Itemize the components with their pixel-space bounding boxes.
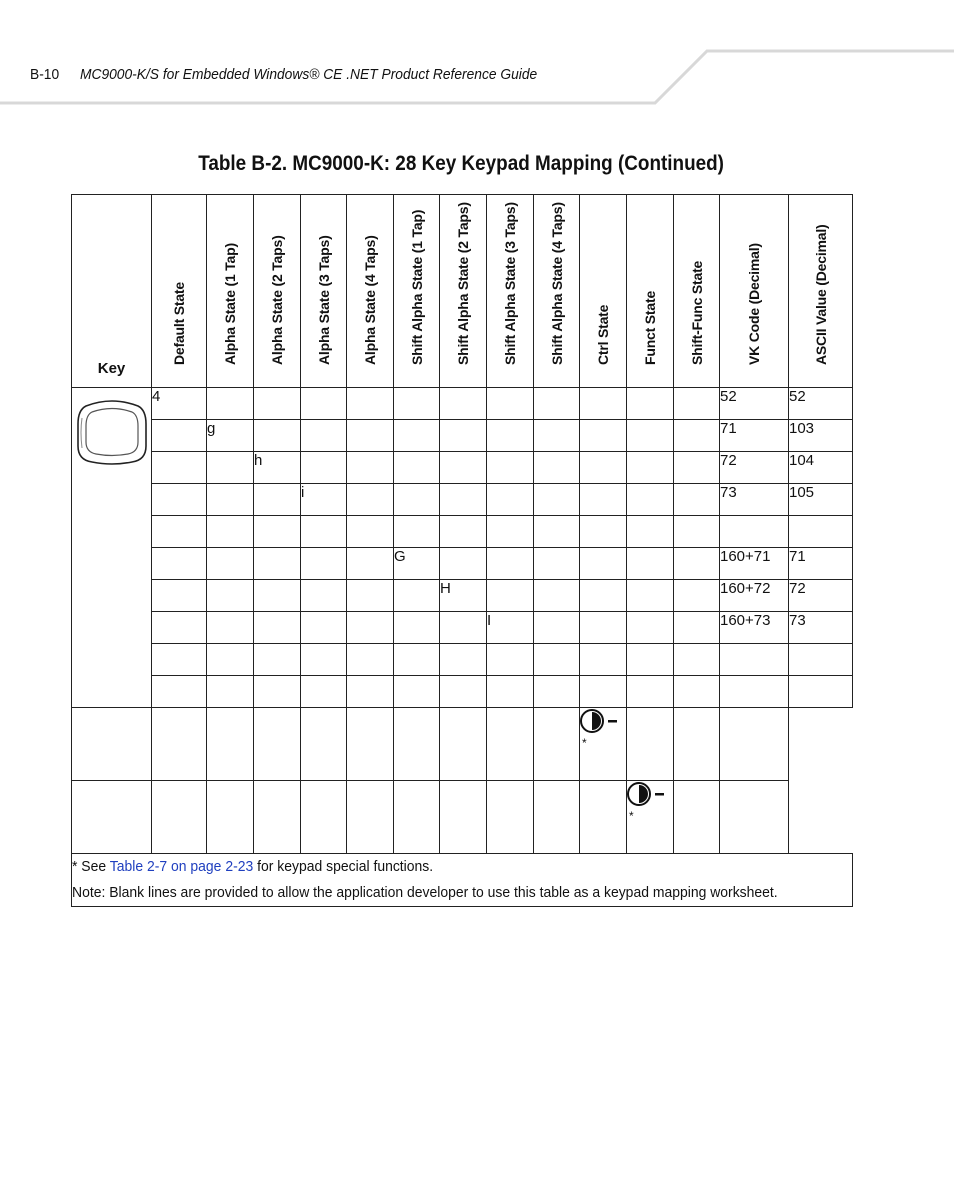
cell-shift2 <box>440 388 487 420</box>
cell-shift4 <box>534 452 580 484</box>
cell-shift4 <box>534 388 580 420</box>
table-body <box>72 388 853 708</box>
shiftfunc-special-cell <box>627 781 674 854</box>
cell-alpha1 <box>207 516 254 548</box>
cell-shift2: H <box>440 580 487 612</box>
cell-default <box>152 612 207 644</box>
cell-shiftfunc <box>674 516 720 548</box>
cell-alpha4 <box>347 452 394 484</box>
cell-shift3 <box>487 516 534 548</box>
cell-shift1 <box>394 388 440 420</box>
cell-alpha2 <box>254 580 301 612</box>
cell-shift2 <box>440 484 487 516</box>
cell-shift4 <box>534 548 580 580</box>
table-row <box>72 388 853 420</box>
cell-shift1 <box>394 420 440 452</box>
cell-shift4 <box>534 420 580 452</box>
cell-ctrl <box>580 580 627 612</box>
table-row <box>72 516 853 548</box>
cell-shift2 <box>440 420 487 452</box>
cell-ascii: 71 <box>789 548 853 580</box>
keypad-key-icon <box>76 398 148 466</box>
table-reference-link[interactable]: Table 2-7 on page 2-23 <box>109 858 254 875</box>
cell-default <box>152 420 207 452</box>
cell-alpha1 <box>207 644 254 676</box>
cell-alpha3 <box>301 516 347 548</box>
cell-shift1 <box>394 452 440 484</box>
table-notes <box>72 854 853 907</box>
cell-ctrl <box>580 644 627 676</box>
column-header-alpha4: Alpha State (4 Taps) <box>347 195 394 388</box>
cell-shift1 <box>394 484 440 516</box>
cell-alpha2 <box>254 644 301 676</box>
cell-shift3 <box>487 580 534 612</box>
cell-shift4 <box>534 644 580 676</box>
cell-alpha1 <box>207 484 254 516</box>
cell-shift3 <box>487 420 534 452</box>
cell-shiftfunc <box>674 484 720 516</box>
cell-alpha2 <box>254 484 301 516</box>
cell-alpha1: g <box>207 420 254 452</box>
cell-alpha4 <box>347 548 394 580</box>
cell-vk: 160+72 <box>720 580 789 612</box>
cell-ascii: 73 <box>789 612 853 644</box>
cell-shift1 <box>394 516 440 548</box>
cell-vk: 52 <box>720 388 789 420</box>
cell-ctrl <box>580 452 627 484</box>
cell-shiftfunc <box>674 388 720 420</box>
column-header-vk: VK Code (Decimal) <box>720 195 789 388</box>
cell-shift4 <box>534 676 580 708</box>
cell-default <box>152 644 207 676</box>
cell-alpha4 <box>347 388 394 420</box>
cell-alpha1 <box>207 388 254 420</box>
blank-lines-note: Note: Blank lines are provided to allow the application developer to use this table as a keypad mapping worksheet. <box>72 884 778 901</box>
cell-shift2 <box>440 676 487 708</box>
cell-vk: 160+71 <box>720 548 789 580</box>
cell-shift1 <box>394 676 440 708</box>
cell-ctrl <box>580 420 627 452</box>
cell-funct <box>627 420 674 452</box>
cell-alpha3 <box>301 452 347 484</box>
cell-shiftfunc <box>674 548 720 580</box>
cell-shiftfunc <box>674 644 720 676</box>
cell-alpha4 <box>347 676 394 708</box>
footnote-marker: * <box>582 736 587 750</box>
cell-ctrl <box>580 548 627 580</box>
cell-alpha2: h <box>254 452 301 484</box>
table-caption: Table B-2. MC9000-K: 28 Key Keypad Mapping (Continued) <box>198 152 724 175</box>
cell-default: 4 <box>152 388 207 420</box>
cell-shift4 <box>534 612 580 644</box>
column-header-ascii: ASCII Value (Decimal) <box>789 195 853 388</box>
cell-shift2 <box>440 644 487 676</box>
function-key-icon <box>627 781 667 807</box>
cell-alpha2 <box>254 388 301 420</box>
cell-vk: 72 <box>720 452 789 484</box>
cell-alpha4 <box>347 612 394 644</box>
cell-default <box>152 452 207 484</box>
cell-vk <box>720 644 789 676</box>
cell-alpha4 <box>347 644 394 676</box>
keypad-mapping-table <box>71 194 853 907</box>
table-row <box>72 676 853 708</box>
cell-funct <box>627 516 674 548</box>
table-row <box>72 708 853 781</box>
column-header-shift4: Shift Alpha State (4 Taps) <box>534 195 580 388</box>
cell-funct <box>627 484 674 516</box>
cell-default <box>152 484 207 516</box>
cell-alpha2 <box>254 548 301 580</box>
cell-alpha3 <box>301 612 347 644</box>
cell-funct <box>627 388 674 420</box>
cell-alpha2 <box>254 516 301 548</box>
cell-ascii: 52 <box>789 388 853 420</box>
page-number: B-10 <box>30 66 60 83</box>
cell-shift2 <box>440 516 487 548</box>
cell-vk <box>720 676 789 708</box>
cell-alpha3 <box>301 420 347 452</box>
table-row <box>72 644 853 676</box>
key-cell <box>72 388 152 708</box>
cell-shift3 <box>487 484 534 516</box>
column-header-alpha2: Alpha State (2 Taps) <box>254 195 301 388</box>
column-header-alpha3: Alpha State (3 Taps) <box>301 195 347 388</box>
table-row <box>72 548 853 580</box>
cell-shift1: G <box>394 548 440 580</box>
cell-alpha1 <box>207 548 254 580</box>
column-header-shift2: Shift Alpha State (2 Taps) <box>440 195 487 388</box>
table-row <box>72 580 853 612</box>
cell-shift1 <box>394 644 440 676</box>
cell-funct <box>627 580 674 612</box>
cell-funct <box>627 452 674 484</box>
column-header-default: Default State <box>152 195 207 388</box>
cell-funct <box>627 548 674 580</box>
cell-shift1 <box>394 580 440 612</box>
table-row <box>72 420 853 452</box>
cell-shift4 <box>534 580 580 612</box>
cell-shift3 <box>487 676 534 708</box>
cell-alpha4 <box>347 420 394 452</box>
funct-special-cell <box>580 708 627 781</box>
cell-alpha3 <box>301 676 347 708</box>
cell-ascii <box>789 644 853 676</box>
cell-alpha1 <box>207 452 254 484</box>
column-header-shift1: Shift Alpha State (1 Tap) <box>394 195 440 388</box>
cell-ascii <box>789 516 853 548</box>
cell-shiftfunc <box>674 612 720 644</box>
cell-shiftfunc <box>674 420 720 452</box>
document-title: MC9000-K/S for Embedded Windows® CE .NET Product Reference Guide <box>80 66 538 83</box>
cell-shift3 <box>487 452 534 484</box>
cell-alpha4 <box>347 580 394 612</box>
see-table-note: * See Table 2-7 on page 2-23 for keypad special functions. <box>72 858 434 875</box>
cell-default <box>152 580 207 612</box>
cell-default <box>152 516 207 548</box>
column-header-funct: Funct State <box>627 195 674 388</box>
table-header-row <box>72 195 853 388</box>
cell-default <box>152 676 207 708</box>
cell-ascii: 105 <box>789 484 853 516</box>
cell-shift1 <box>394 612 440 644</box>
cell-vk <box>720 516 789 548</box>
cell-alpha2 <box>254 676 301 708</box>
cell-alpha2 <box>254 420 301 452</box>
page-header-rule <box>0 0 954 110</box>
table-row <box>72 484 853 516</box>
table-row <box>72 612 853 644</box>
cell-alpha3: i <box>301 484 347 516</box>
cell-shift2 <box>440 548 487 580</box>
cell-ctrl <box>580 612 627 644</box>
cell-shift4 <box>534 484 580 516</box>
column-header-shiftfunc: Shift-Func State <box>674 195 720 388</box>
footnote-marker: * <box>629 809 634 823</box>
cell-alpha3 <box>301 548 347 580</box>
cell-shift2 <box>440 452 487 484</box>
cell-shift3 <box>487 644 534 676</box>
cell-funct <box>627 612 674 644</box>
cell-vk: 71 <box>720 420 789 452</box>
column-header-key: Key <box>72 195 152 388</box>
cell-ascii: 72 <box>789 580 853 612</box>
cell-alpha1 <box>207 612 254 644</box>
cell-alpha4 <box>347 484 394 516</box>
cell-alpha3 <box>301 580 347 612</box>
table-notes-row <box>72 854 853 907</box>
cell-shift3 <box>487 388 534 420</box>
cell-shift2 <box>440 612 487 644</box>
cell-default <box>152 548 207 580</box>
cell-shiftfunc <box>674 580 720 612</box>
cell-alpha3 <box>301 644 347 676</box>
cell-alpha1 <box>207 676 254 708</box>
cell-shiftfunc <box>674 676 720 708</box>
cell-ctrl <box>580 676 627 708</box>
function-key-icon <box>580 708 620 734</box>
column-header-alpha1: Alpha State (1 Tap) <box>207 195 254 388</box>
cell-ctrl <box>580 516 627 548</box>
cell-ctrl <box>580 388 627 420</box>
cell-ascii: 104 <box>789 452 853 484</box>
cell-ascii <box>789 676 853 708</box>
column-header-shift3: Shift Alpha State (3 Taps) <box>487 195 534 388</box>
table-row <box>72 781 853 854</box>
cell-alpha2 <box>254 612 301 644</box>
cell-shiftfunc <box>674 452 720 484</box>
column-header-ctrl: Ctrl State <box>580 195 627 388</box>
cell-alpha4 <box>347 516 394 548</box>
cell-funct <box>627 644 674 676</box>
cell-shift4 <box>534 516 580 548</box>
table-row <box>72 452 853 484</box>
cell-shift3 <box>487 548 534 580</box>
cell-ascii: 103 <box>789 420 853 452</box>
cell-alpha3 <box>301 388 347 420</box>
cell-funct <box>627 676 674 708</box>
cell-shift3: I <box>487 612 534 644</box>
cell-ctrl <box>580 484 627 516</box>
cell-vk: 73 <box>720 484 789 516</box>
cell-vk: 160+73 <box>720 612 789 644</box>
cell-alpha1 <box>207 580 254 612</box>
